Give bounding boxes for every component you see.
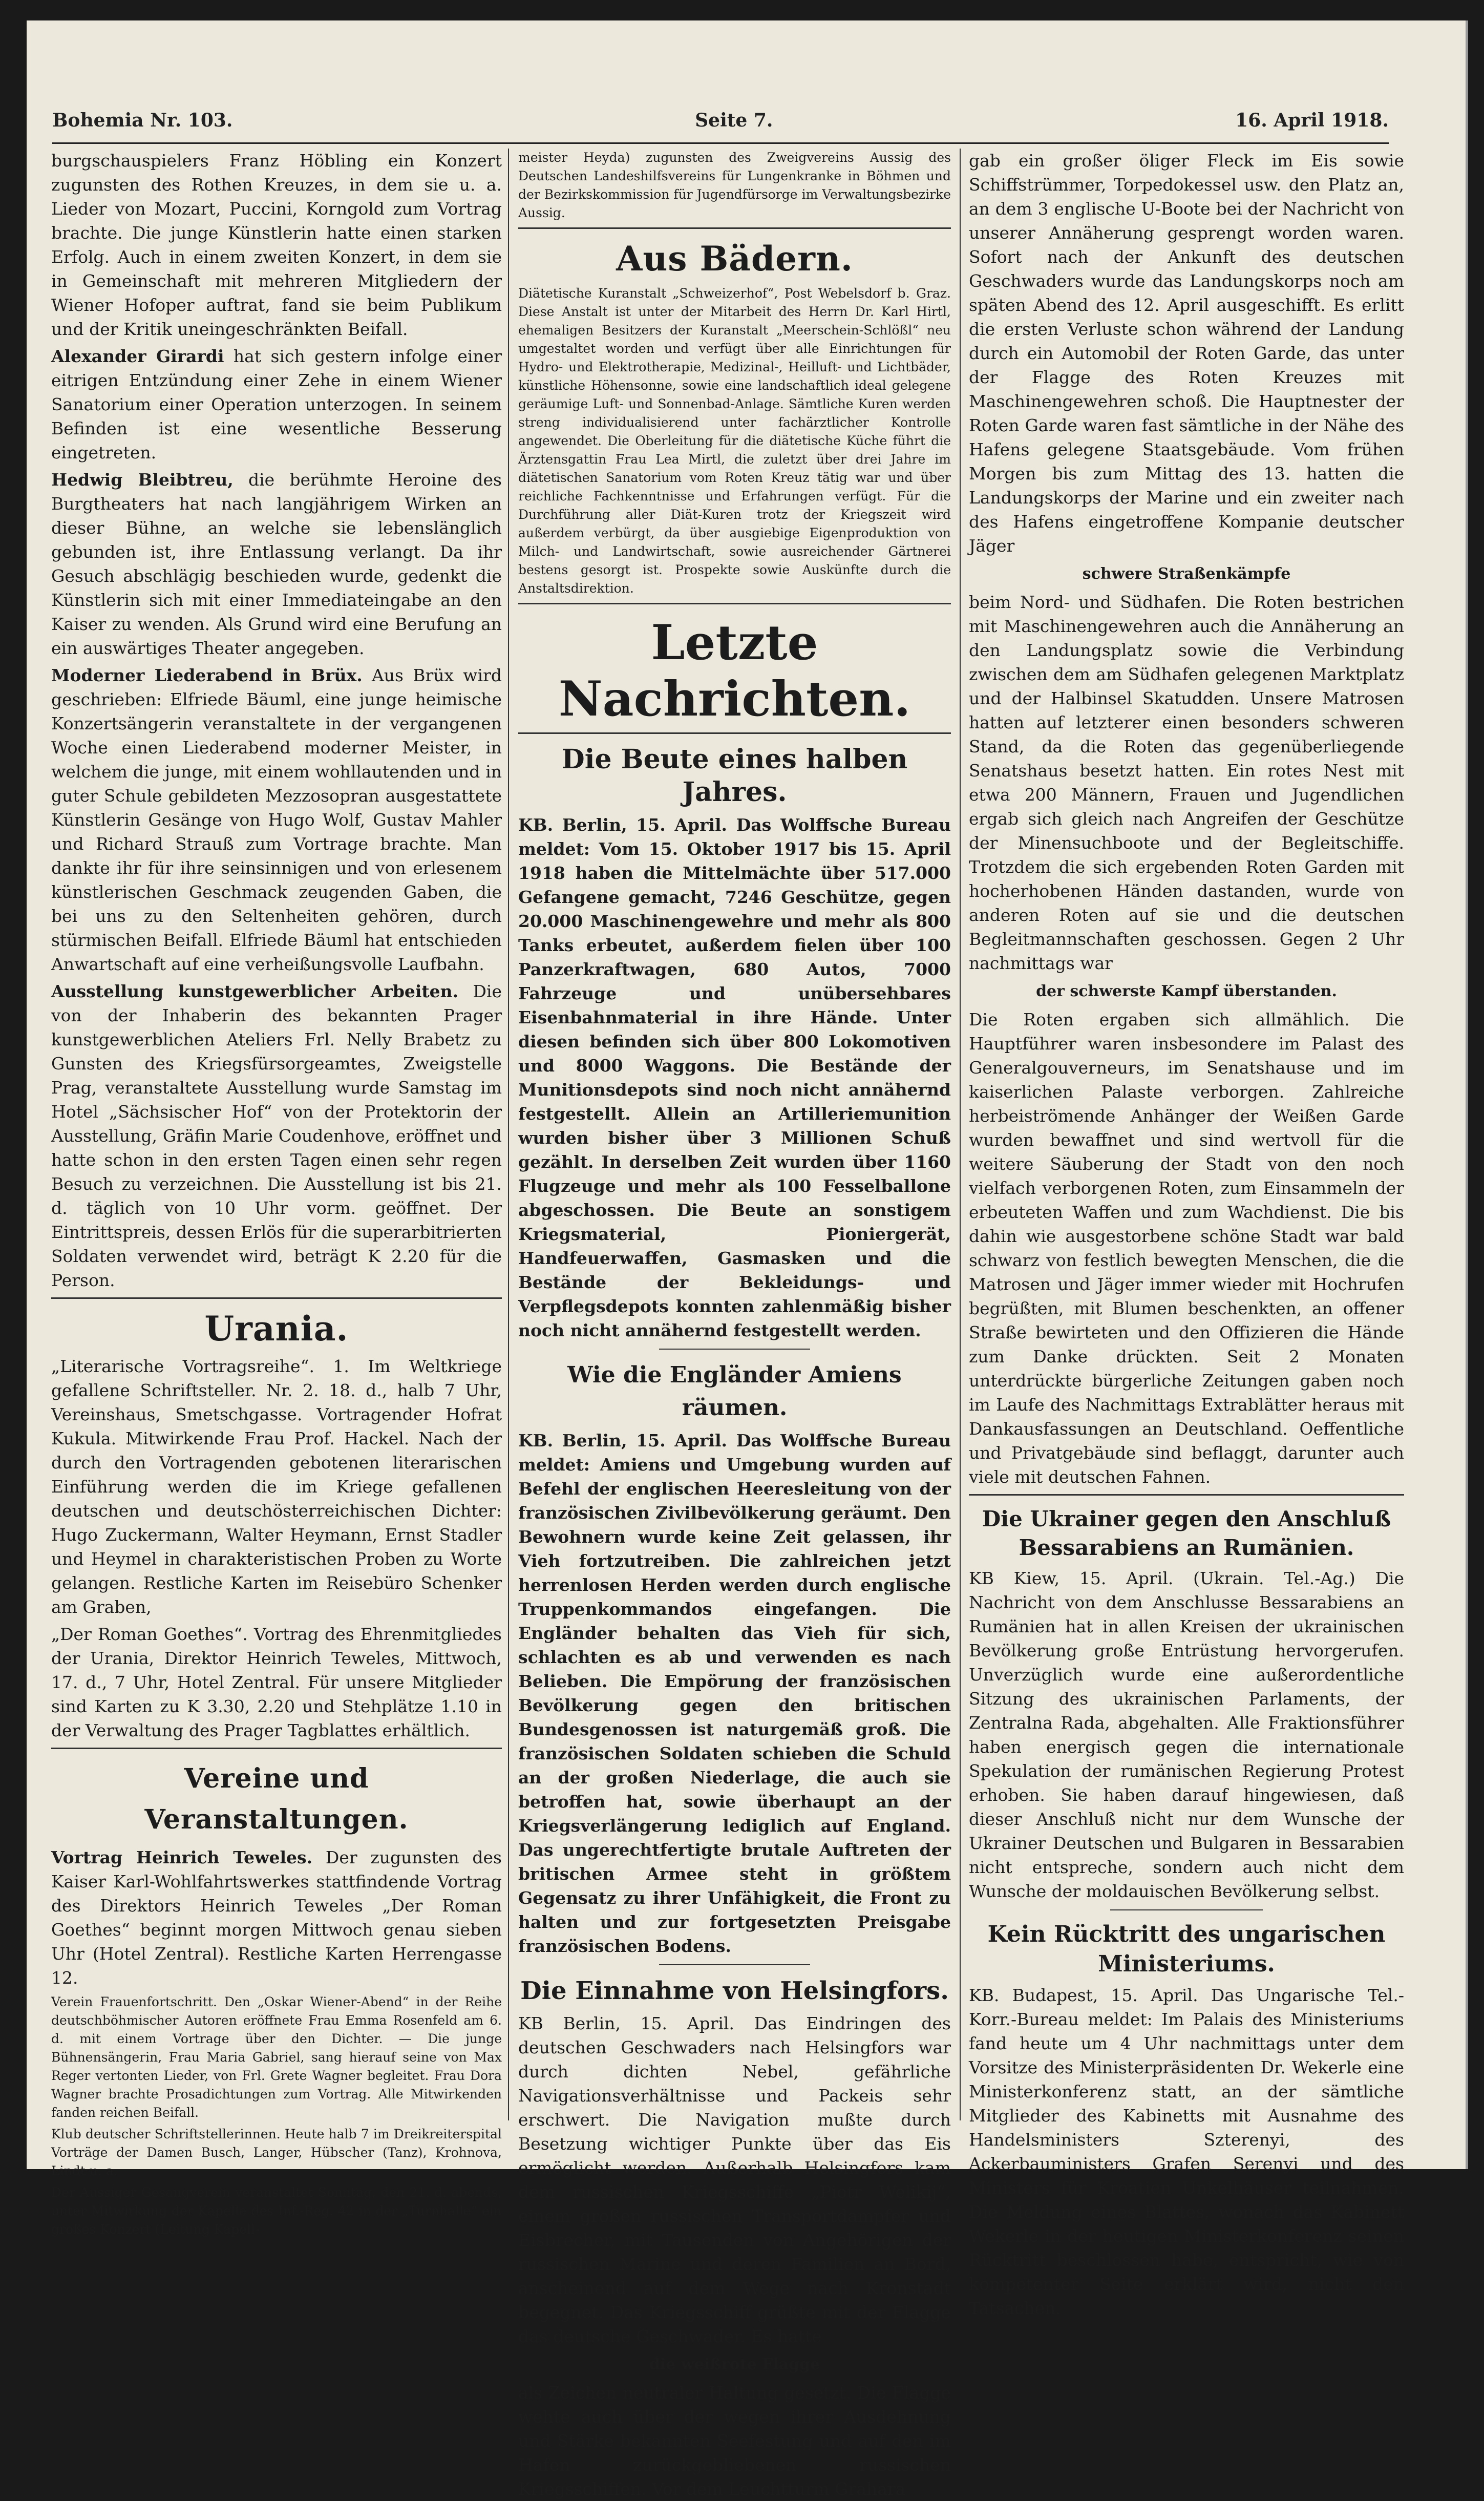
header-date: 16. April 1918. bbox=[1235, 110, 1389, 131]
article-bruex bbox=[51, 663, 502, 976]
article-lead: Ausstellung kunstgewerblicher Arbeiten. bbox=[51, 981, 459, 1001]
section-title-vereine: Vereine und Veranstaltungen. bbox=[144, 1763, 409, 1835]
headline-amiens: Wie die Engländer Amiens räumen. bbox=[567, 1362, 902, 1421]
subhead-kampf: der schwerste Kampf überstanden. bbox=[1036, 982, 1337, 1000]
notice-gesangverein: Der Aussiger Gesangverein veranstaltet Sonntag, den 21. d. abends, unter Mitwirkung der Kapelle des Inf.-Reg. 42 in der „Turnhalle“ ein großes Konzert (Leitung Kapell- bbox=[51, 2185, 502, 2237]
article-urania-2: „Der Roman Goethes“. Vortrag des Ehrenmitgliedes der Urania, Direktor Heinrich Teweles, Mittwoch, 17. d., 7 Uhr, Hotel Zentral. Für unsere Mitglieder sind Karten zu K 3.30, 2.20 und Stehplätze 1.10 in der Verwaltung des Prager Tagblattes erhältlich. bbox=[51, 1624, 502, 1740]
article-ruecktritt: KB. Budapest, 15. April. Das Ungarische Tel.-Korr.-Bureau meldet: Im Palais des Ministeriums fand heute um 4 Uhr nachmittags unter dem Vorsitze des Ministerpräsidenten Dr. Wekerle eine Ministerkonferenz statt, an der sämtliche Mitglieder des Kabinetts mit Ausnahme des Handelsministers Szterenyi, des Ackerbauministers Grafen Serenyi und des Ministers für Kroatien Unkelhäuser teilnahmen. Die Meldung eines Blattes, wonach das Kabinett Wekerle in der heutigen Ministerkonferenz seinen Rücktritt beschlossen habe, entspricht, wie von kompetenter Seite erklärt wird, nicht den Tatsachen. bbox=[969, 1985, 1404, 2318]
article-ausstellung bbox=[51, 979, 502, 1292]
article-flagge: als Zeichen neutraler Haltung gesetzt. Die Flagge wehte auch über der wegen ihrer Ausdehnung und Stärke bekannten Seefestung und auf den im Hafen zurückgebliebenen russischen Kriegsschiffen. Vor dem Leuchtturm Grahara bbox=[518, 2383, 951, 2499]
article-body: Der zugunsten des Kaiser Karl-Wohlfahrtswerkes stattfindende Vortrag des Direktors Heinrich Teweles „Der Roman Goethes“ beginnt morgen Mittwoch genau sieben Uhr (Hotel Zentral). Restliche Karten Herrengasse 12. bbox=[51, 1847, 502, 1988]
section-rule bbox=[51, 1297, 502, 1299]
notice-frauenfortschritt: Verein Frauenfortschritt. Den „Oskar Wiener-Abend“ in der Reihe deutschböhmischer Autoren eröffnete Frau Emma Rosenfeld am 6. d. mit einem Vortrage über den Dichter. — Die junge Bühnensängerin, Frau Maria Gabriel, sang hierauf seine von Max Reger vertonten Lieder, von Frl. Grete Wagner begleitet. Frau Dora Wagner brachte Prosadichtungen zum Vortrag. Alle Mitwirkenden fanden reichen Beifall. bbox=[51, 1994, 502, 2120]
page-edge bbox=[1466, 20, 1468, 2169]
article-body: hat sich gestern infolge einer eitrigen Entzündung einer Zehe in einem Wiener Sanatorium einer Operation unterzogen. In seinem Befinden ist eine wesentliche Besserung eingetreten. bbox=[51, 346, 502, 463]
headline-ruecktritt: Kein Rücktritt des ungarischen Ministeriums. bbox=[987, 1921, 1386, 1977]
section-rule bbox=[969, 1494, 1404, 1496]
article-body: Die von der Inhaberin des bekannten Prager kunstgewerblichen Ateliers Frl. Nelly Brabetz zu Gunsten des Kriegsfürsorgeamtes, Zweigstelle Prag, veranstaltete Ausstellung wurde Samstag im Hotel „Sächsischer Hof“ von der Protektorin der Ausstellung, Gräfin Marie Coudenhove, eröffnet und hatte schon in den ersten Tagen einen sehr regen Besuch zu verzeichnen. Die Ausstellung ist bis 21. d. täglich von 10 Uhr vorm. geöffnet. Der Eintrittspreis, dessen Erlös für die superarbitrierten Soldaten verwendet wird, beträgt K 2.20 für die Person. bbox=[51, 981, 502, 1290]
section-rule bbox=[518, 227, 951, 229]
newspaper-page bbox=[27, 20, 1468, 2499]
article-lead: Moderner Liederabend in Brüx. bbox=[51, 665, 363, 685]
article-body: die berühmte Heroine des Burgtheaters hat nach langjährigem Wirken an dieser Bühne, an welche sie lebenslänglich gebunden ist, ihre Entlassung verlangt. Da ihr Gesuch abschlägig beschieden wurde, gedenkt die Künstlerin sich mit einer Immediateingabe an den Kaiser zu wenden. Als Grund wird eine Berufung an ein auswärtiges Theater angegeben. bbox=[51, 470, 502, 658]
section-rule bbox=[518, 732, 951, 734]
headline-helsingfors: Die Einnahme von Helsingfors. bbox=[520, 1977, 949, 2005]
notice-schriftstellerinnen: Klub deutscher Schriftstellerinnen. Heute halb 7 im Dreikreiterspital Vorträge der Damen Busch, Langer, Hübscher (Tanz), Krohnova, Lindt u. a. bbox=[51, 2127, 502, 2178]
article-rule bbox=[659, 1964, 811, 1965]
article-body: Aus Brüx wird geschrieben: Elfriede Bäuml, eine junge heimische Konzertsängerin veranstaltete in der vergangenen Woche einen Liederabend moderner Meister, in welchem die junge, mit einem wohllautenden und in guter Schule gebildeten Mezzosopran ausgestattete Künstlerin Gesänge von Hugo Wolf, Gustav Mahler und Richard Strauß zum Vortrage brachte. Man dankte ihr für ihre seinsinnigen und von erlesenem künstlerischen Geschmack zeugenden Gaben, die bei uns zu den Seltenheiten gehören, durch stürmischen Beifall. Elfriede Bäuml hat entschieden Anwartschaft auf eine verheißungsvolle Laufbahn. bbox=[51, 665, 502, 974]
header-issue: Bohemia Nr. 103. bbox=[52, 110, 233, 131]
header-page-number: Seite 7. bbox=[695, 110, 773, 131]
page-header bbox=[52, 105, 1389, 136]
article-schweizerhof: Diätetische Kuranstalt „Schweizerhof“, Post Webelsdorf b. Graz. Diese Anstalt ist unter der Mitarbeit des Herrn Dr. Karl Hirtl, ehemaligen Besitzers der Kuranstalt „Meerschein-Schlößl“ neu umgestaltet worden und verfügt über alle Einrichtungen für Hydro- und Elektrotherapie, Medizinal-, Heilluft- und Lichtbäder, künstliche Höhensonne, sowie eine landschaftlich ideal gelegene geräumige Luft- und Sonnenbad-Anlage. Sämtliche Kuren werden streng individualisierend unter fachärztlicher Kontrolle angewendet. Die Oberleitung für die diätetische Küche führt die Ärztensgattin Frau Lea Mirtl, die zuletzt über drei Jahre im diätetischen Sanatorium vom Roten Kreuz tätig war und über reichliche Fachkenntnisse und Erfahrungen verfügt. Für die Durchführung aller Diät-Kuren trotz der Kriegszeit wird außerdem verbürgt, da über ausgiebige Eigenproduktion von Milch- und Landwirtschaft, sowie ausreichender Gärtnerei bestens gesorgt ist. Prospekte sowie Auskünfte durch die Anstaltsdirektion. bbox=[518, 286, 951, 596]
article-hoebling: burgschauspielers Franz Höbling ein Konzert zugunsten des Rothen Kreuzes, in dem sie u. a. Lieder von Mozart, Puccini, Korngold zum Vortrag brachte. Die junge Künstlerin hatte einen starken Erfolg. Auch in einem zweiten Konzert, in dem sie in Gemeinschaft mit mehreren Mitgliedern der Wiener Hofoper auftrat, fand sie beim Publikum und der Kritik uneingeschränkten Beifall. bbox=[51, 151, 502, 339]
section-rule bbox=[518, 603, 951, 604]
article-bleibtreu bbox=[51, 468, 502, 660]
article-helsingfors-cont-3: Die Roten ergaben sich allmählich. Die Hauptführer waren insbesondere im Palast des Generalgouverneurs, im Senatshause und im kaiserlichen Palaste verborgen. Zahlreiche herbeiströmende Anhänger der Weißen Garde wurden bewaffnet und sind wertvoll für die weitere Säuberung der Stadt von den noch vielfach verborgenen Roten, zum Einsammeln der erbeuteten Waffen und zum Wachdienst. Die bis dahin wie ausgestorbene schöne Stadt war bald schwarz von festlich bewegten Menschen, die die Matrosen und Jäger immer wieder mit Hochrufen begrüßten, mit Blumen beschenkten, an offener Straße bewirteten und den Offizieren die Hände zum Danke drückten. Seit 2 Monaten unterdrückte bürgerliche Zeitungen gaben noch im Laufe des Nachmittags Extrablätter heraus mit Dankausfassungen an Deutschland. Oeffentliche und Privatgebäude sind beflaggt, darunter auch viele mit deutschen Fahnen. bbox=[969, 1010, 1404, 1487]
article-helsingfors: KB Berlin, 15. April. Das Eindringen des deutschen Geschwaders nach Helsingfors war durch dichten Nebel, gefährliche Navigationsverhältnisse und Packeis sehr erschwert. Die Navigation mußte durch Besetzung wichtiger Punkte über das Eis ermöglicht werden. Außerhalb Helsingfors kam dem russischen Kriegsschiffe „Piotr Welikij“, einem großen russischen Transportdampfer und Eisbrecher, mit Tausenden von Angehörigen der russischen Marine und deren Familien an Bord, anscheinend auf dem Wege nach Kronstadt begegnet. Das Kriegsschiff grüßte mit der Flagge das deutsche Geschwader. Es hatte bbox=[518, 2013, 951, 2346]
column-3 bbox=[969, 149, 1404, 2318]
column-2 bbox=[518, 149, 951, 2499]
column-divider bbox=[508, 149, 509, 2120]
subhead-flagge: die weißrote Flagge bbox=[649, 2356, 820, 2373]
subhead-strassenkaempfe: schwere Straßenkämpfe bbox=[1082, 565, 1291, 583]
header-rule bbox=[52, 142, 1389, 144]
section-rule bbox=[51, 1748, 502, 1749]
section-title-baeder: Aus Bädern. bbox=[616, 239, 853, 279]
headline-ukrainer: Die Ukrainer gegen den Anschluß Bessarabiens an Rumänien. bbox=[982, 1506, 1391, 1560]
article-rule bbox=[659, 1349, 811, 1350]
headline-beute: Die Beute eines halben Jahres. bbox=[561, 744, 908, 808]
section-title-urania: Urania. bbox=[204, 1309, 349, 1349]
article-teweles bbox=[51, 1845, 502, 1990]
article-lead: Alexander Girardi bbox=[51, 346, 224, 366]
article-helsingfors-cont: gab ein großer öliger Fleck im Eis sowie Schiffstrümmer, Torpedokessel usw. den Platz an, an dem 3 englische U-Boote bei der Nachricht von unserer Annäherung gesprengt worden waren. Sofort nach der Ankunft des deutschen Geschwaders wurde das Landungskorps noch am späten Abend des 12. April ausgeschifft. Es erlitt die ersten Verluste schon während der Landung durch ein Automobil der Roten Garde, das unter der Flagge des Roten Kreuzes mit Maschinengewehren schoß. Die Hauptnester der Roten Garde waren fast sämtliche in der Nähe des Hafens gelegene Staatsgebäude. Vom frühen Morgen bis zum Mittag des 13. hatten die Landungskorps der Marine und ein zweiter nach des Hafens eingetroffene Kompanie deutscher Jäger bbox=[969, 151, 1404, 556]
notice-continued: meister Heyda) zugunsten des Zweigvereins Aussig des Deutschen Landeshilfsvereins für Lungenkranke in Böhmen und der Bezirkskommission für Jugendfürsorge im Verwaltungsbezirke Aussig. bbox=[518, 150, 951, 220]
article-helsingfors-cont-2: beim Nord- und Südhafen. Die Roten bestrichen mit Maschinengewehren auch die Annäherung an den Landungsplatz sowie die Verbindung zwischen dem am Südhafen gelegenen Marktplatz und der Halbinsel Skatudden. Unsere Matrosen hatten auf letzterer einen besonders schweren Stand, da die Roten das gegenüberliegende Senatshaus besetzt hatten. Ein rotes Nest mit etwa 200 Männern, Frauen und Jugendlichen ergab sich gleich nach Angreifen der Geschütze der Minensuchboote und der Begleitschiffe. Trotzdem die sich ergebenden Roten Garden mit hocherhobenen Händen dastanden, wurde von anderen Roten auf sie und die deutschen Begleitmannschaften geschossen. Gegen 2 Uhr nachmittags war bbox=[969, 592, 1404, 973]
article-lead: Vortrag Heinrich Teweles. bbox=[51, 1847, 313, 1867]
article-beute: KB. Berlin, 15. April. Das Wolffsche Bureau meldet: Vom 15. Oktober 1917 bis 15. April 1918 haben die Mittelmächte über 517.000 Gefangene gemacht, 7246 Geschütze, gegen 20.000 Maschinengewehre und mehr als 800 Tanks erbeutet, außerdem fielen über 100 Panzerkraftwagen, 680 Autos, 7000 Fahrzeuge und unübersehbares Eisenbahnmaterial in ihre Hände. Unter diesen befinden sich über 800 Lokomotiven und 8000 Waggons. Die Bestände der Munitionsdepots sind noch nicht annähernd festgestellt. Allein an Artilleriemunition wurden bisher über 3 Millionen Schuß gezählt. In derselben Zeit wurden über 1160 Flugzeuge und mehr als 100 Fesselballone abgeschossen. Die Beute an sonstigem Kriegsmaterial, Pioniergerät, Handfeuerwaffen, Gasmasken und die Bestände der Bekleidungs- und Verpflegsdepots konnten zahlenmäßig bisher noch nicht annähernd festgestellt werden. bbox=[518, 815, 951, 1340]
article-urania-1: „Literarische Vortragsreihe“. 1. Im Weltkriege gefallene Schriftsteller. Nr. 2. 18. d., halb 7 Uhr, Vereinshaus, Smetschgasse. Vortragender Hofrat Kukula. Mitwirkende Frau Prof. Hackel. Nach der durch den Vortragenden gebotenen literarischen Einführung werden die im Kriege gefallenen deutschen und deutschösterreichischen Dichter: Hugo Zuckermann, Walter Heymann, Ernst Stadler und Heymel in charakteristischen Proben zu Worte gelangen. Restliche Karten im Reisebüro Schenker am Graben, bbox=[51, 1356, 502, 1617]
section-title-letzte-nachrichten: Letzte Nachrichten. bbox=[558, 615, 911, 727]
article-amiens: KB. Berlin, 15. April. Das Wolffsche Bureau meldet: Amiens und Umgebung wurden auf Befehl der englischen Heeresleitung von der französischen Zivilbevölkerung geräumt. Den Bewohnern wurde keine Zeit gelassen, ihr Vieh fortzutreiben. Die zahlreichen jetzt herrenlosen Herden werden durch englische Truppenkommandos eingefangen. Die Engländer behalten das Vieh für sich, schlachten es ab und verwenden es nach Belieben. Die Empörung der französischen Bevölkerung gegen den britischen Bundesgenossen ist naturgemäß groß. Die französischen Soldaten schieben die Schuld an der großen Niederlage, die auch sie betroffen hat, sowie überhaupt an der Kriegsverlängerung lediglich auf England. Das ungerechtfertigte brutale Auftreten der britischen Armee steht in größtem Gegensatz zu ihrer Unfähigkeit, die Front zu halten und zur fortgesetzten Preisgabe französischen Bodens. bbox=[518, 1431, 951, 1956]
column-divider bbox=[960, 149, 961, 2120]
column-1 bbox=[51, 149, 502, 2237]
article-lead: Hedwig Bleibtreu, bbox=[51, 470, 234, 490]
article-ukrainer: KB Kiew, 15. April. (Ukrain. Tel.-Ag.) Die Nachricht von dem Anschlusse Bessarabiens an Rumänien hat in allen Kreisen der ukrainischen Bevölkerung große Entrüstung hervorgerufen. Unverzüglich wurde eine außerordentliche Sitzung des ukrainischen Parlaments, der Zentralna Rada, abgehalten. Alle Fraktionsführer haben energisch gegen die internationale Spekulation der rumänischen Regierung Protest erhoben. Sie haben darauf hingewiesen, daß dieser Anschluß nicht nur dem Wunsche der Ukrainer Deutschen und Bulgaren in Bessarabien nicht entspreche, sondern auch nicht dem Wunsche der moldauischen Bevölkerung selbst. bbox=[969, 1568, 1404, 1901]
article-girardi bbox=[51, 344, 502, 465]
article-rule bbox=[1110, 1909, 1263, 1910]
